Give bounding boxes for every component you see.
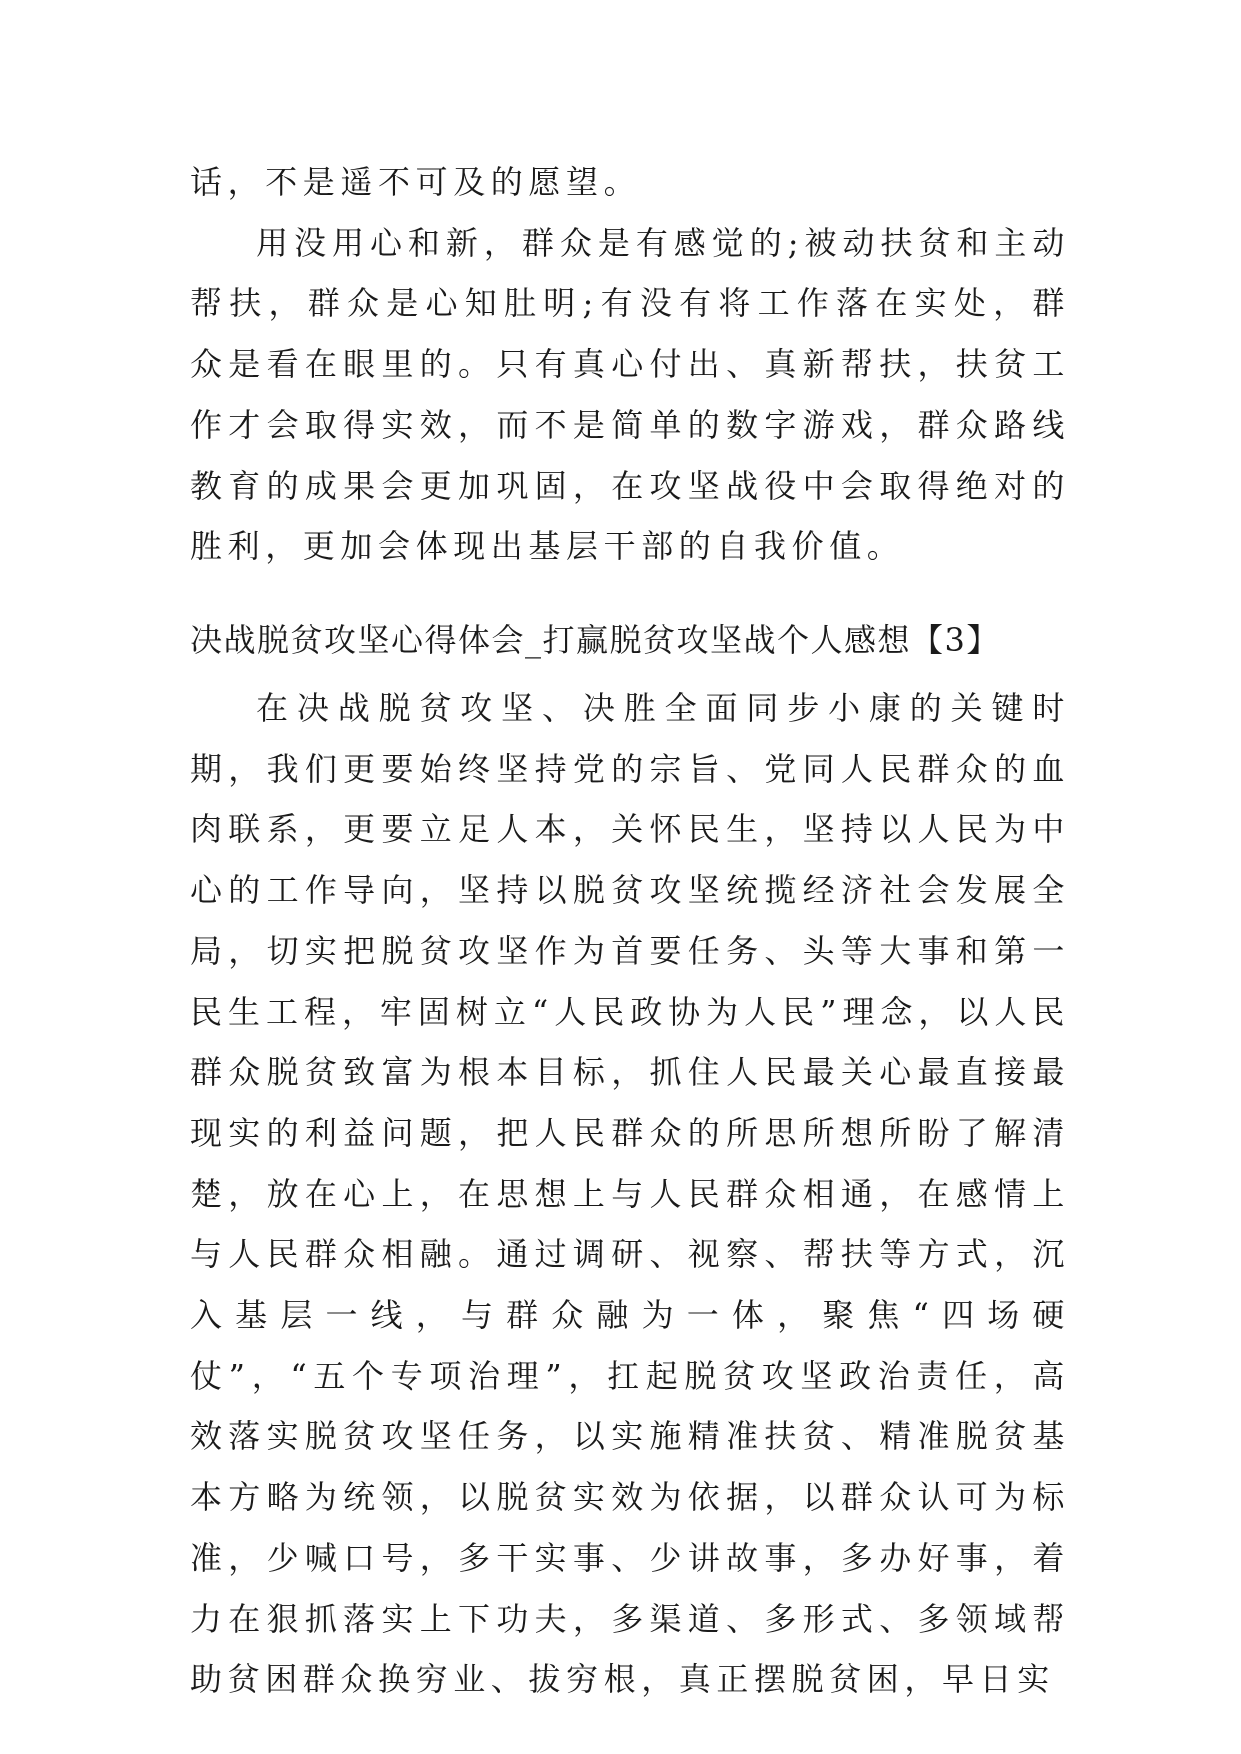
section-heading: 决战脱贫攻坚心得体会_打赢脱贫攻坚战个人感想【3】 — [190, 621, 1000, 659]
paragraph: 用没用心和新，群众是有感觉的;被动扶贫和主动帮扶，群众是心知肚明;有没有将工作落在实处，群众是看在眼里的。只有真心付出、真新帮扶，扶贫工作才会取得实效，而不是简单的数字游戏，群众路线教育的成果会更加巩固，在攻坚战役中会取得绝对的胜利，更加会体现出基层干部的自我价值。 — [190, 223, 1070, 566]
paragraph-continuation: 话，不是遥不可及的愿望。 — [190, 163, 642, 201]
body-text-bottom — [190, 678, 1070, 1710]
paragraph: 在决战脱贫攻坚、决胜全面同步小康的关键时期，我们更要始终坚持党的宗旨、党同人民群众的血肉联系，更要立足人本，关怀民生，坚持以人民为中心的工作导向，坚持以脱贫攻坚统揽经济社会发展全局，切实把脱贫攻坚作为首要任务、头等大事和第一民生工程，牢固树立“人民政协为人民”理念，以人民群众脱贫致富为根本目标，抓住人民最关心最直接最现实的利益问题，把人民群众的所思所想所盼了解清楚，放在心上，在思想上与人民群众相通，在感情上与人民群众相融。通过调研、视察、帮扶等方式，沉入基层一线，与群众融为一体，聚焦“四场硬仗”，“五个专项治理”，扛起脱贫攻坚政治责任，高效落实脱贫攻坚任务，以实施精准扶贫、精准脱贫基本方略为统领，以脱贫实效为依据，以群众认可为标准，少喊口号，多干实事、少讲故事，多办好事，着力在狠抓落实上下功夫，多渠道、多形式、多领域帮助贫困群众换穷业、拔穷根，真正摆脱贫困，早日实 — [190, 689, 1070, 1699]
body-text-top — [190, 152, 1070, 577]
